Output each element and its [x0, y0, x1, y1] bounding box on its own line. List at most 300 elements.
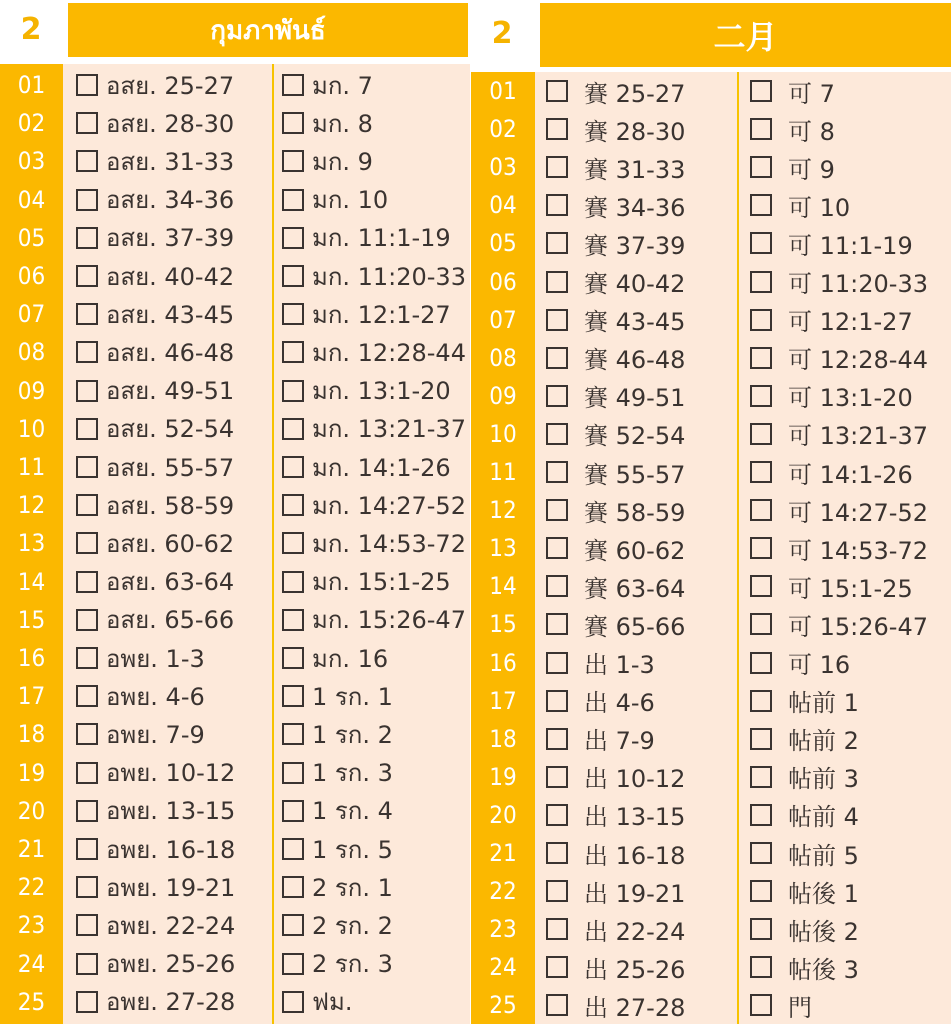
checkbox[interactable] — [282, 609, 304, 631]
reading-row — [471, 110, 951, 148]
reading-b-item[interactable] — [282, 257, 466, 296]
reading-b-item[interactable] — [282, 868, 393, 907]
reading-row — [471, 453, 951, 491]
reading-b-item[interactable] — [750, 988, 812, 1023]
checkbox[interactable] — [750, 918, 772, 940]
reading-a-label: อสย. 58-59 — [106, 491, 235, 520]
checkbox[interactable] — [282, 494, 304, 516]
reading-a-label: 出 10-12 — [584, 765, 686, 794]
checkbox[interactable] — [282, 876, 304, 898]
reading-a-item[interactable] — [546, 302, 685, 337]
day-number: 05 — [17, 223, 46, 252]
reading-b-label: มก. 14:27-52 — [312, 491, 466, 520]
reading-b-item[interactable] — [750, 569, 913, 604]
day-number: 07 — [489, 305, 517, 334]
checkbox[interactable] — [76, 609, 98, 631]
day-number: 01 — [489, 77, 517, 106]
reading-a-item[interactable] — [546, 836, 685, 871]
reading-a-item[interactable] — [76, 677, 205, 716]
checkbox[interactable] — [750, 118, 772, 140]
reading-row — [471, 148, 951, 186]
checkbox[interactable] — [750, 880, 772, 902]
checkbox[interactable] — [750, 956, 772, 978]
reading-row — [0, 181, 470, 219]
reading-a-item[interactable] — [76, 333, 234, 372]
month-number: 2 — [20, 12, 42, 47]
reading-b-item[interactable] — [282, 639, 388, 678]
reading-a-item[interactable] — [76, 982, 235, 1021]
reading-a-label: 賽 58-59 — [584, 498, 686, 527]
reading-a-label: 出 1-3 — [584, 651, 655, 680]
reading-a-item[interactable] — [76, 180, 234, 219]
checkbox[interactable] — [546, 804, 568, 826]
reading-row — [0, 486, 470, 524]
checkbox[interactable] — [750, 271, 772, 293]
reading-b-item[interactable] — [282, 753, 393, 792]
checkbox[interactable] — [750, 499, 772, 521]
reading-b-label: 2 รก. 1 — [312, 873, 393, 902]
reading-a-label: 賽 31-33 — [584, 155, 686, 184]
reading-b-item[interactable] — [750, 645, 850, 680]
reading-a-label: 賽 49-51 — [584, 384, 686, 413]
reading-b-item[interactable] — [750, 74, 835, 109]
reading-a-item[interactable] — [546, 607, 685, 642]
reading-a-item[interactable] — [76, 257, 234, 296]
checkbox[interactable] — [76, 303, 98, 325]
day-number: 05 — [489, 229, 517, 258]
checkbox[interactable] — [750, 80, 772, 102]
checkbox[interactable] — [282, 991, 304, 1013]
reading-b-label: 帖前 1 — [788, 689, 859, 718]
checkbox[interactable] — [282, 800, 304, 822]
checkbox[interactable] — [546, 613, 568, 635]
reading-a-item[interactable] — [546, 569, 685, 604]
reading-b-item[interactable] — [282, 486, 466, 525]
reading-a-item[interactable] — [76, 524, 234, 563]
reading-a-item[interactable] — [76, 906, 235, 945]
reading-b-item[interactable] — [750, 226, 913, 261]
reading-b-label: 可 10 — [788, 193, 851, 222]
reading-row — [471, 567, 951, 605]
checkbox[interactable] — [750, 766, 772, 788]
day-number: 20 — [17, 796, 46, 825]
reading-a-item[interactable] — [546, 683, 655, 718]
reading-a-item[interactable] — [76, 600, 234, 639]
checkbox[interactable] — [76, 74, 98, 96]
reading-b-label: มก. 14:1-26 — [312, 453, 451, 482]
reading-a-item[interactable] — [76, 66, 234, 105]
reading-row — [0, 66, 470, 104]
reading-row — [471, 910, 951, 948]
reading-a-item[interactable] — [546, 264, 685, 299]
reading-row — [0, 754, 470, 792]
checkbox[interactable] — [546, 118, 568, 140]
checkbox[interactable] — [76, 571, 98, 593]
reading-a-label: อสย. 60-62 — [106, 529, 235, 558]
checkbox[interactable] — [750, 842, 772, 864]
checkbox[interactable] — [282, 762, 304, 784]
reading-a-item[interactable] — [76, 448, 234, 487]
reading-a-label: อพย. 16-18 — [106, 835, 236, 864]
reading-b-item[interactable] — [282, 104, 373, 143]
checkbox[interactable] — [750, 613, 772, 635]
checkbox[interactable] — [76, 876, 98, 898]
reading-b-item[interactable] — [282, 333, 466, 372]
checkbox[interactable] — [282, 112, 304, 134]
reading-b-item[interactable] — [750, 836, 859, 871]
checkbox[interactable] — [750, 423, 772, 445]
reading-a-item[interactable] — [546, 493, 685, 528]
checkbox[interactable] — [750, 575, 772, 597]
checkbox[interactable] — [546, 918, 568, 940]
checkbox[interactable] — [282, 953, 304, 975]
reading-a-item[interactable] — [76, 715, 205, 754]
reading-row — [471, 529, 951, 567]
reading-row — [471, 644, 951, 682]
day-number: 06 — [17, 262, 46, 291]
checkbox[interactable] — [750, 347, 772, 369]
reading-row — [471, 605, 951, 643]
reading-b-item[interactable] — [282, 524, 466, 563]
day-number: 07 — [17, 300, 46, 329]
month-number: 2 — [491, 16, 513, 51]
checkbox[interactable] — [76, 914, 98, 936]
day-number: 11 — [489, 458, 517, 487]
reading-a-item[interactable] — [546, 188, 685, 223]
day-number: 18 — [489, 724, 517, 753]
reading-b-label: มก. 15:1-25 — [312, 568, 451, 597]
reading-b-label: 2 รก. 3 — [312, 950, 393, 979]
checkbox[interactable] — [282, 723, 304, 745]
reading-row — [0, 792, 470, 830]
checkbox[interactable] — [546, 194, 568, 216]
reading-b-label: 可 11:1-19 — [788, 231, 913, 260]
reading-a-item[interactable] — [76, 562, 234, 601]
checkbox[interactable] — [76, 762, 98, 784]
reading-row — [0, 906, 470, 944]
day-number: 15 — [489, 610, 517, 639]
reading-a-label: 出 25-26 — [584, 955, 686, 984]
reading-b-item[interactable] — [282, 66, 373, 105]
reading-a-item[interactable] — [546, 950, 685, 985]
checkbox[interactable] — [546, 347, 568, 369]
checkbox[interactable] — [546, 385, 568, 407]
reading-b-item[interactable] — [282, 830, 393, 869]
reading-b-item[interactable] — [750, 455, 913, 490]
checkbox[interactable] — [76, 456, 98, 478]
reading-a-item[interactable] — [76, 639, 205, 678]
checkbox[interactable] — [546, 956, 568, 978]
reading-b-item[interactable] — [750, 340, 928, 375]
checkbox[interactable] — [282, 418, 304, 440]
reading-b-item[interactable] — [282, 906, 393, 945]
reading-b-label: มก. 14:53-72 — [312, 529, 466, 558]
reading-a-label: อสย. 49-51 — [106, 377, 235, 406]
reading-b-label: มก. 10 — [312, 186, 389, 215]
day-number: 22 — [489, 877, 517, 906]
reading-b-item[interactable] — [750, 150, 835, 185]
reading-a-item[interactable] — [76, 218, 234, 257]
reading-b-item[interactable] — [750, 188, 850, 223]
checkbox[interactable] — [750, 385, 772, 407]
checkbox[interactable] — [76, 418, 98, 440]
reading-row — [0, 333, 470, 371]
reading-a-item[interactable] — [546, 378, 685, 413]
reading-a-item[interactable] — [76, 944, 235, 983]
reading-b-item[interactable] — [750, 683, 859, 718]
reading-b-item[interactable] — [750, 264, 928, 299]
checkbox[interactable] — [546, 652, 568, 674]
reading-a-item[interactable] — [546, 988, 685, 1023]
checkbox[interactable] — [750, 309, 772, 331]
reading-b-item[interactable] — [750, 302, 913, 337]
checkbox[interactable] — [546, 880, 568, 902]
checkbox[interactable] — [76, 112, 98, 134]
reading-b-label: 可 8 — [788, 117, 835, 146]
reading-a-item[interactable] — [76, 830, 235, 869]
reading-a-item[interactable] — [76, 104, 234, 143]
checkbox[interactable] — [282, 150, 304, 172]
reading-a-item[interactable] — [546, 797, 685, 832]
reading-b-label: 可 15:26-47 — [788, 612, 928, 641]
reading-row — [0, 219, 470, 257]
day-number: 19 — [17, 758, 46, 787]
reading-a-label: อสย. 52-54 — [106, 415, 235, 444]
reading-b-item[interactable] — [282, 791, 393, 830]
day-number: 04 — [489, 191, 517, 220]
checkbox[interactable] — [76, 991, 98, 1013]
reading-b-item[interactable] — [750, 950, 859, 985]
reading-row — [471, 948, 951, 986]
checkbox[interactable] — [750, 194, 772, 216]
reading-row — [471, 301, 951, 339]
reading-b-item[interactable] — [750, 721, 859, 756]
reading-b-item[interactable] — [750, 416, 928, 451]
checkbox[interactable] — [546, 461, 568, 483]
checkbox[interactable] — [546, 309, 568, 331]
reading-a-item[interactable] — [546, 226, 685, 261]
reading-a-item[interactable] — [546, 74, 685, 109]
checkbox[interactable] — [546, 994, 568, 1016]
checkbox[interactable] — [76, 723, 98, 745]
day-number: 06 — [489, 267, 517, 296]
reading-b-label: มก. 13:1-20 — [312, 377, 451, 406]
reading-b-item[interactable] — [750, 112, 835, 147]
checkbox[interactable] — [282, 189, 304, 211]
checkbox[interactable] — [282, 838, 304, 860]
reading-row — [0, 257, 470, 295]
checkbox[interactable] — [76, 341, 98, 363]
reading-b-item[interactable] — [282, 982, 352, 1021]
reading-b-item[interactable] — [750, 607, 928, 642]
checkbox[interactable] — [546, 728, 568, 750]
reading-a-item[interactable] — [546, 416, 685, 451]
checkbox[interactable] — [546, 537, 568, 559]
checkbox[interactable] — [546, 842, 568, 864]
reading-row — [471, 186, 951, 224]
reading-b-label: 帖後 3 — [788, 955, 859, 984]
reading-a-item[interactable] — [76, 791, 235, 830]
checkbox[interactable] — [546, 423, 568, 445]
reading-a-item[interactable] — [546, 150, 685, 185]
reading-a-item[interactable] — [546, 721, 655, 756]
checkbox[interactable] — [546, 690, 568, 712]
checkbox[interactable] — [282, 380, 304, 402]
reading-b-item[interactable] — [282, 715, 393, 754]
checkbox[interactable] — [750, 728, 772, 750]
checkbox[interactable] — [76, 532, 98, 554]
checkbox[interactable] — [546, 766, 568, 788]
checkbox[interactable] — [76, 953, 98, 975]
reading-a-item[interactable] — [76, 486, 234, 525]
reading-a-item[interactable] — [546, 912, 685, 947]
checkbox[interactable] — [76, 647, 98, 669]
checkbox[interactable] — [282, 532, 304, 554]
day-number: 03 — [17, 147, 46, 176]
checkbox[interactable] — [546, 499, 568, 521]
reading-a-item[interactable] — [76, 753, 235, 792]
checkbox[interactable] — [750, 461, 772, 483]
month-title-header — [68, 3, 468, 57]
checkbox[interactable] — [546, 575, 568, 597]
reading-b-item[interactable] — [282, 600, 466, 639]
day-number: 14 — [17, 567, 46, 596]
reading-a-label: อสย. 28-30 — [106, 109, 235, 138]
reading-a-item[interactable] — [546, 531, 685, 566]
reading-b-item[interactable] — [750, 874, 859, 909]
checkbox[interactable] — [750, 804, 772, 826]
checkbox[interactable] — [546, 232, 568, 254]
reading-b-item[interactable] — [750, 797, 859, 832]
reading-b-item[interactable] — [750, 531, 928, 566]
reading-b-item[interactable] — [282, 409, 466, 448]
day-number: 03 — [489, 153, 517, 182]
reading-b-item[interactable] — [750, 378, 913, 413]
reading-a-item[interactable] — [546, 455, 685, 490]
checkbox[interactable] — [282, 571, 304, 593]
reading-a-label: 賽 37-39 — [584, 231, 686, 260]
reading-b-item[interactable] — [282, 180, 388, 219]
reading-b-label: มก. 15:26-47 — [312, 606, 466, 635]
reading-a-label: อพย. 7-9 — [106, 720, 205, 749]
reading-b-label: 可 14:1-26 — [788, 460, 913, 489]
checkbox[interactable] — [76, 838, 98, 860]
reading-a-item[interactable] — [546, 340, 685, 375]
reading-a-label: อสย. 65-66 — [106, 606, 235, 635]
reading-b-label: 可 13:1-20 — [788, 384, 913, 413]
day-number: 15 — [17, 605, 46, 634]
reading-a-item[interactable] — [546, 645, 655, 680]
reading-rows — [471, 72, 951, 1024]
reading-b-item[interactable] — [282, 295, 451, 334]
checkbox[interactable] — [282, 685, 304, 707]
day-number: 01 — [17, 71, 46, 100]
day-number: 13 — [489, 534, 517, 563]
reading-row — [0, 372, 470, 410]
day-number: 08 — [489, 343, 517, 372]
checkbox[interactable] — [546, 271, 568, 293]
reading-row — [0, 983, 470, 1021]
reading-b-item[interactable] — [282, 562, 451, 601]
checkbox[interactable] — [750, 652, 772, 674]
reading-a-item[interactable] — [546, 112, 685, 147]
day-number: 12 — [489, 496, 517, 525]
reading-b-item[interactable] — [282, 371, 451, 410]
checkbox[interactable] — [282, 341, 304, 363]
checkbox[interactable] — [76, 265, 98, 287]
day-number: 08 — [17, 338, 46, 367]
reading-b-item[interactable] — [282, 944, 393, 983]
reading-a-item[interactable] — [76, 371, 234, 410]
reading-row — [471, 72, 951, 110]
day-number: 21 — [17, 835, 46, 864]
reading-row — [0, 448, 470, 486]
checkbox[interactable] — [76, 150, 98, 172]
reading-b-item[interactable] — [750, 493, 928, 528]
checkbox[interactable] — [282, 265, 304, 287]
reading-a-label: อพย. 22-24 — [106, 911, 236, 940]
checkbox[interactable] — [76, 685, 98, 707]
thai-panel — [0, 0, 470, 1024]
checkbox[interactable] — [76, 494, 98, 516]
checkbox[interactable] — [750, 156, 772, 178]
reading-b-item[interactable] — [282, 677, 393, 716]
reading-a-item[interactable] — [76, 409, 234, 448]
reading-b-item[interactable] — [750, 912, 859, 947]
reading-a-label: 出 7-9 — [584, 727, 655, 756]
reading-a-item[interactable] — [76, 868, 235, 907]
reading-row — [0, 945, 470, 983]
checkbox[interactable] — [282, 647, 304, 669]
checkbox[interactable] — [76, 800, 98, 822]
reading-a-item[interactable] — [546, 759, 685, 794]
checkbox[interactable] — [546, 80, 568, 102]
checkbox[interactable] — [282, 227, 304, 249]
reading-a-label: 賽 34-36 — [584, 193, 686, 222]
reading-row — [0, 715, 470, 753]
reading-b-label: มก. 12:1-27 — [312, 300, 451, 329]
checkbox[interactable] — [750, 994, 772, 1016]
reading-a-label: อพย. 10-12 — [106, 759, 236, 788]
day-number: 10 — [17, 414, 46, 443]
reading-row — [0, 639, 470, 677]
reading-row — [471, 758, 951, 796]
checkbox[interactable] — [750, 690, 772, 712]
reading-a-item[interactable] — [76, 295, 234, 334]
checkbox[interactable] — [282, 914, 304, 936]
checkbox[interactable] — [750, 537, 772, 559]
reading-b-item[interactable] — [750, 759, 859, 794]
day-number: 16 — [17, 644, 46, 673]
reading-row — [0, 868, 470, 906]
reading-a-item[interactable] — [76, 142, 234, 181]
checkbox[interactable] — [282, 303, 304, 325]
reading-a-label: 賽 46-48 — [584, 346, 686, 375]
checkbox[interactable] — [76, 380, 98, 402]
checkbox[interactable] — [282, 74, 304, 96]
checkbox[interactable] — [750, 232, 772, 254]
reading-b-item[interactable] — [282, 218, 451, 257]
day-number: 11 — [17, 453, 46, 482]
checkbox[interactable] — [76, 189, 98, 211]
reading-b-item[interactable] — [282, 142, 373, 181]
day-number: 25 — [489, 991, 517, 1020]
checkbox[interactable] — [282, 456, 304, 478]
reading-b-item[interactable] — [282, 448, 451, 487]
reading-a-item[interactable] — [546, 874, 685, 909]
checkbox[interactable] — [76, 227, 98, 249]
checkbox[interactable] — [546, 156, 568, 178]
